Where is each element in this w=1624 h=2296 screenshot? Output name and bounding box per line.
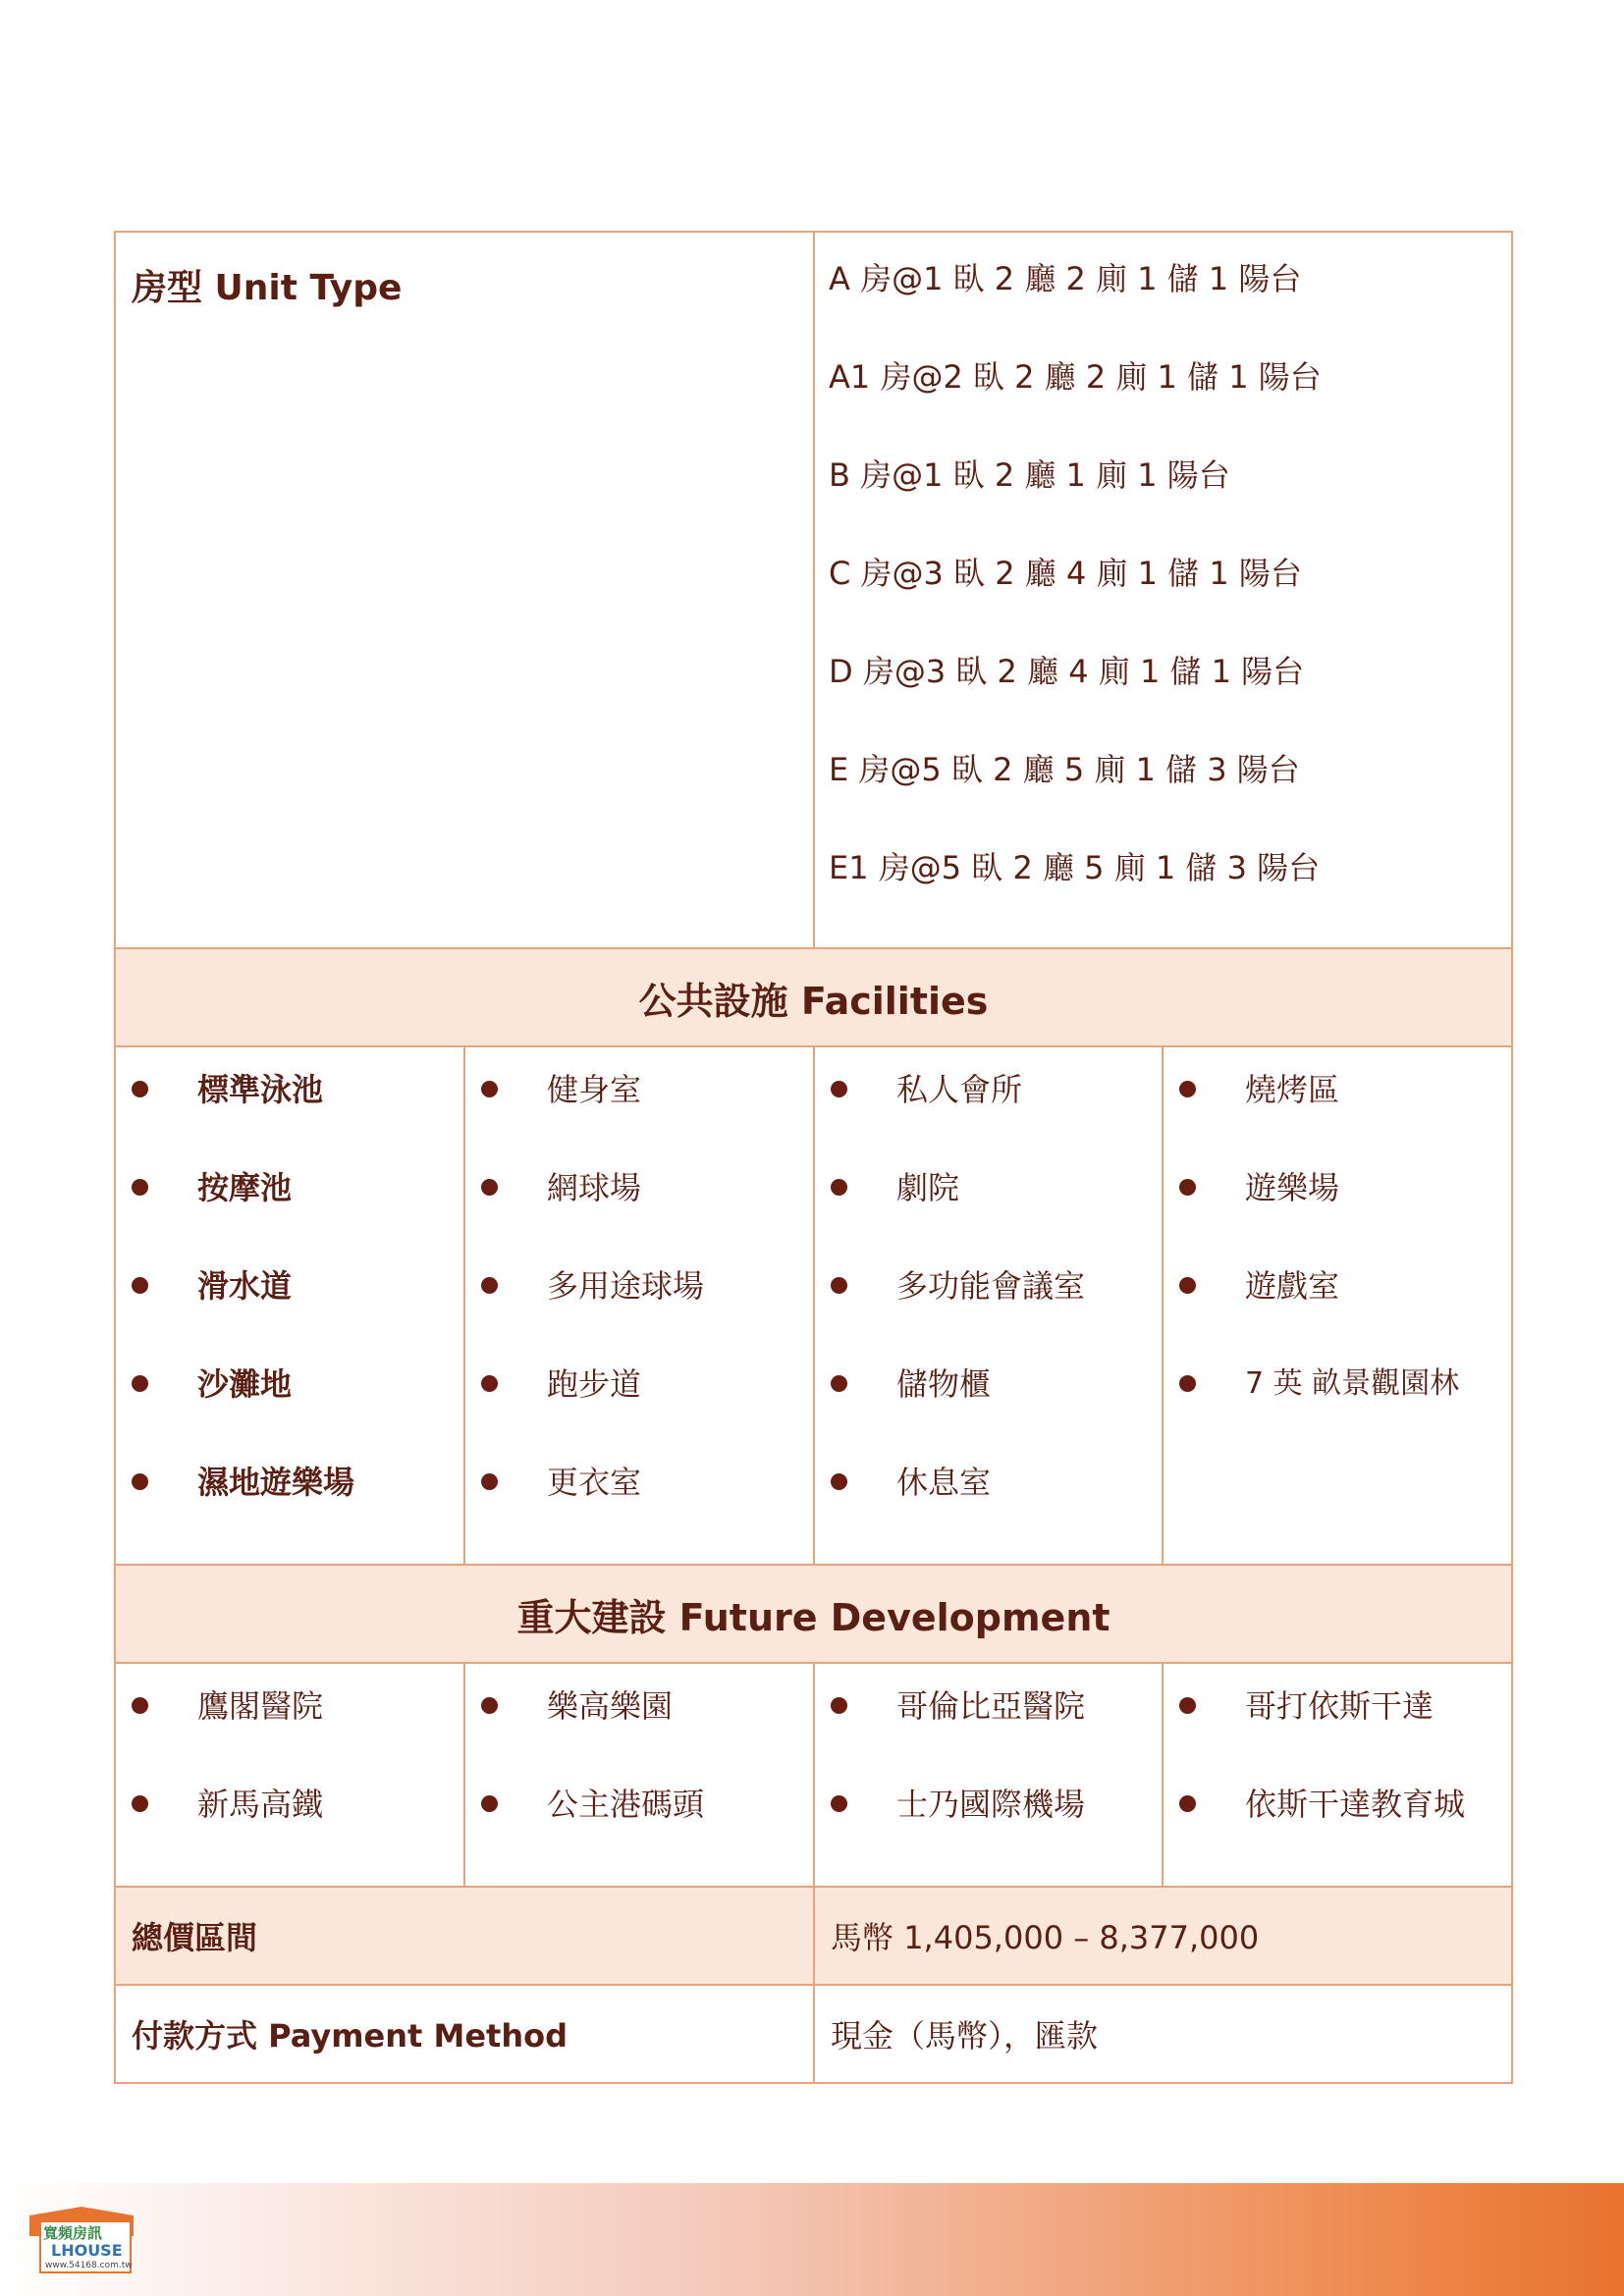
unit-type-item: E 房@5 臥 2 廳 5 廁 1 儲 3 陽台 [829, 751, 1300, 788]
facilities-column [464, 1046, 814, 1565]
bullet-icon [481, 1375, 498, 1392]
price-label: 總價區間 [115, 1887, 814, 1985]
unit-type-item: E1 房@5 臥 2 廳 5 廁 1 儲 3 陽台 [829, 849, 1321, 886]
list-item: 私人會所 [831, 1065, 1162, 1163]
list-item: 休息室 [831, 1458, 1162, 1556]
list-item: 哥倫比亞醫院 [831, 1682, 1162, 1780]
development-column [115, 1663, 464, 1887]
bullet-icon [831, 1375, 847, 1392]
bullet-icon [481, 1473, 498, 1490]
list-item: 公主港碼頭 [481, 1780, 813, 1878]
list-item: 標準泳池 [132, 1065, 463, 1163]
list-item: 跑步道 [481, 1360, 813, 1458]
bullet-icon [132, 1795, 148, 1812]
development-column [1163, 1663, 1512, 1887]
bullet-icon [481, 1081, 498, 1097]
bullet-icon [831, 1473, 847, 1490]
payment-label: 付款方式 Payment Method [115, 1985, 814, 2083]
lhouse-logo [29, 2207, 134, 2275]
bullet-icon [1179, 1697, 1196, 1714]
unit-type-list [814, 232, 1512, 948]
list-item: 哥打依斯干達 [1179, 1682, 1511, 1780]
list-item: 儲物櫃 [831, 1360, 1162, 1458]
list-item: 遊樂場 [1179, 1163, 1511, 1261]
list-item: 網球場 [481, 1163, 813, 1261]
bullet-icon [481, 1697, 498, 1714]
development-heading: 重大建設 Future Development [115, 1565, 1512, 1663]
list-item: 多功能會議室 [831, 1261, 1162, 1360]
unit-type-label: 房型 Unit Type [115, 232, 814, 948]
logo-text-chinese: 寬頻房訊 [43, 2224, 103, 2242]
list-item: 按摩池 [132, 1163, 463, 1261]
bullet-icon [481, 1795, 498, 1812]
list-item: 劇院 [831, 1163, 1162, 1261]
bullet-icon [132, 1375, 148, 1392]
list-item: 士乃國際機場 [831, 1780, 1162, 1878]
list-item: 7 英 畝景觀園林 [1179, 1360, 1511, 1458]
bullet-icon [831, 1795, 847, 1812]
bullet-icon [1179, 1375, 1196, 1392]
price-value: 馬幣 1,405,000 – 8,377,000 [814, 1887, 1512, 1985]
unit-type-row [115, 232, 1512, 948]
price-row [115, 1887, 1512, 1985]
bullet-icon [831, 1179, 847, 1196]
logo-text-url: www.54168.com.tw [45, 2261, 133, 2270]
list-item: 多用途球場 [481, 1261, 813, 1360]
list-item: 依斯干達教育城 [1179, 1780, 1511, 1878]
unit-type-item: C 房@3 臥 2 廳 4 廁 1 儲 1 陽台 [829, 555, 1302, 592]
bullet-icon [1179, 1179, 1196, 1196]
bullet-icon [481, 1179, 498, 1196]
development-row [115, 1663, 1512, 1887]
list-item: 滑水道 [132, 1261, 463, 1360]
unit-type-item: B 房@1 臥 2 廳 1 廁 1 陽台 [829, 456, 1230, 494]
property-info-table [114, 231, 1513, 2084]
payment-row [115, 1985, 1512, 2083]
list-item: 樂高樂園 [481, 1682, 813, 1780]
bullet-icon [831, 1081, 847, 1097]
list-item: 更衣室 [481, 1458, 813, 1556]
bullet-icon [132, 1179, 148, 1196]
development-column [814, 1663, 1163, 1887]
list-item: 遊戲室 [1179, 1261, 1511, 1360]
facilities-column [814, 1046, 1163, 1565]
bullet-icon [831, 1697, 847, 1714]
bullet-icon [481, 1277, 498, 1294]
bullet-icon [831, 1277, 847, 1294]
list-item: 沙灘地 [132, 1360, 463, 1458]
facilities-column [1163, 1046, 1512, 1565]
footer-gradient-band [0, 2183, 1624, 2296]
bullet-icon [1179, 1277, 1196, 1294]
list-item: 健身室 [481, 1065, 813, 1163]
bullet-icon [132, 1697, 148, 1714]
list-item: 濕地遊樂場 [132, 1458, 463, 1556]
unit-type-item: A1 房@2 臥 2 廳 2 廁 1 儲 1 陽台 [829, 358, 1322, 396]
unit-type-item: D 房@3 臥 2 廳 4 廁 1 儲 1 陽台 [829, 653, 1305, 690]
list-item: 新馬高鐵 [132, 1780, 463, 1878]
facilities-column [115, 1046, 464, 1565]
logo-text-brand: LHOUSE [51, 2241, 123, 2260]
bullet-icon [132, 1081, 148, 1097]
list-item: 鷹閣醫院 [132, 1682, 463, 1780]
bullet-icon [1179, 1795, 1196, 1812]
bullet-icon [1179, 1081, 1196, 1097]
unit-type-item: A 房@1 臥 2 廳 2 廁 1 儲 1 陽台 [829, 260, 1302, 297]
list-item: 燒烤區 [1179, 1065, 1511, 1163]
facilities-heading: 公共設施 Facilities [115, 948, 1512, 1046]
development-column [464, 1663, 814, 1887]
facilities-row [115, 1046, 1512, 1565]
bullet-icon [132, 1473, 148, 1490]
bullet-icon [132, 1277, 148, 1294]
payment-value: 現金（馬幣），匯款 [814, 1985, 1512, 2083]
